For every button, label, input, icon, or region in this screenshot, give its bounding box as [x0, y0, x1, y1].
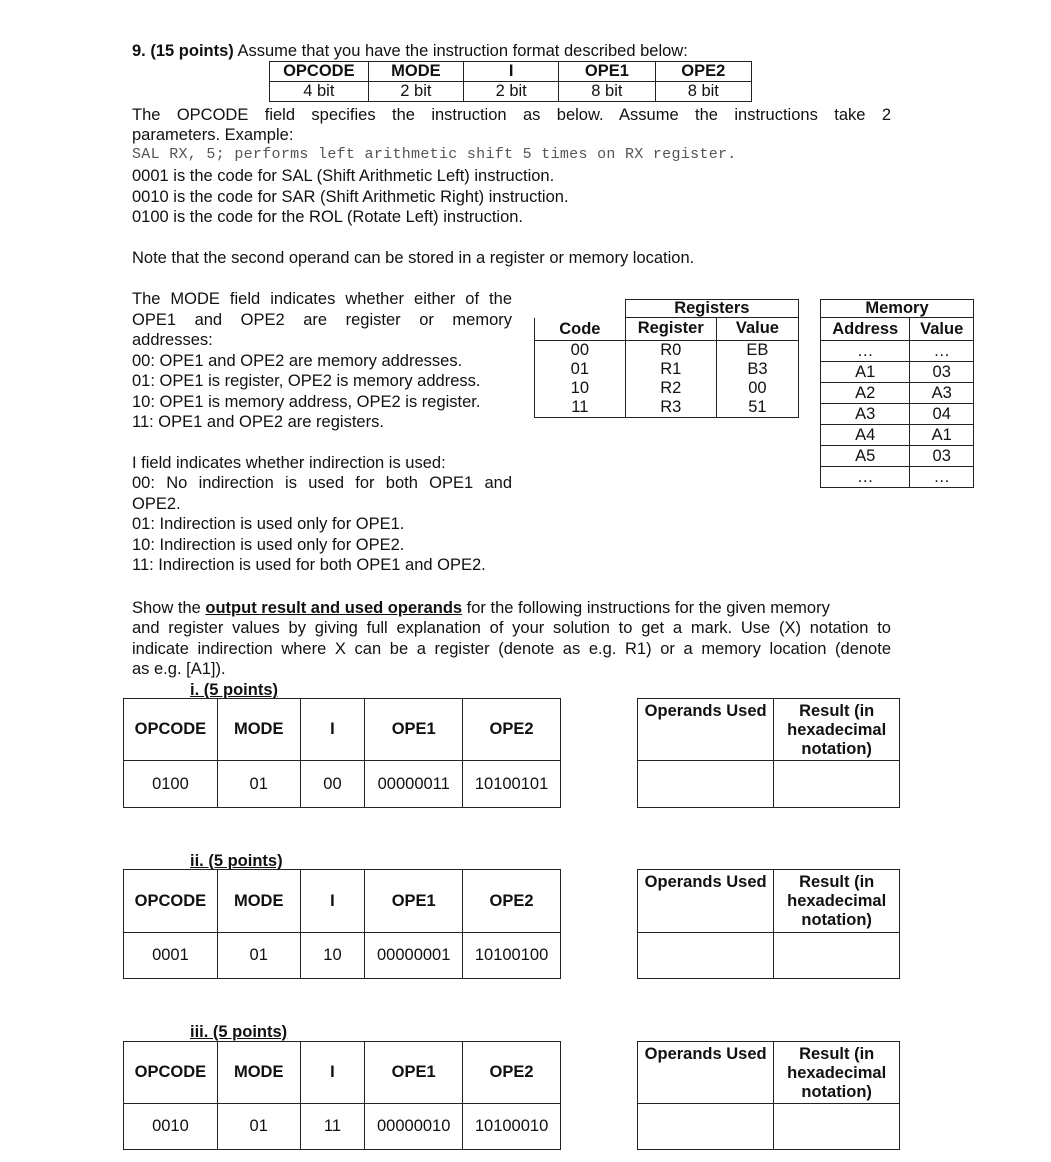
part-ii-answer-table: [637, 869, 900, 979]
part-iii-result-header: Result (in hexadecimal notation): [774, 1042, 900, 1104]
memory-row: [821, 341, 974, 362]
format-header-mode: MODE: [368, 62, 463, 82]
format-header-ope1: OPE1: [559, 62, 655, 82]
memory-row: [821, 404, 974, 425]
part-iii-answer-table: [637, 1041, 900, 1150]
part-i-answer-row: [638, 761, 900, 808]
part-iii-answer-header-row: [638, 1042, 900, 1104]
part-ii-value-row: [124, 933, 561, 979]
registers-header-row: [535, 318, 799, 341]
task-rest: for the following instructions for the given memory: [466, 599, 830, 617]
mode-item-10: 10: OPE1 is memory address, OPE2 is register.: [132, 393, 481, 411]
register-code: 00: [535, 340, 626, 360]
part-ii-operands-used-header: Operands Used: [638, 870, 774, 933]
task-text-line1: [132, 598, 830, 618]
opcode-text-line1: The OPCODE field specifies the instruction as below. Assume the instructions take 2: [132, 106, 891, 124]
registers-header-code: Code: [535, 318, 626, 341]
part-iii-operands-used-header: Operands Used: [638, 1042, 774, 1104]
opcode-text-line2: parameters. Example:: [132, 126, 294, 144]
memory-row: [821, 446, 974, 467]
part-iii-header-ope1: OPE1: [365, 1042, 463, 1104]
part-ii-result-cell[interactable]: [774, 933, 900, 979]
format-size-row: [270, 82, 752, 102]
part-i-instruction-table: [123, 698, 561, 808]
memory-row: [821, 362, 974, 383]
code-example: SAL RX, 5; performs left arithmetic shift 5 times on RX register.: [132, 146, 737, 163]
question-points: (15 points): [150, 42, 234, 60]
memory-title-row: [821, 300, 974, 318]
i-text-line3: OPE2.: [132, 495, 181, 513]
registers-header-value: Value: [716, 318, 798, 341]
format-size-ope1: 8 bit: [559, 82, 655, 102]
format-header-opcode: OPCODE: [270, 62, 369, 82]
register-code: 11: [535, 398, 626, 418]
part-iii-value-row: [124, 1104, 561, 1150]
mode-text-line1: The MODE field indicates whether either of the: [132, 290, 512, 308]
part-iii-mode: 01: [217, 1104, 300, 1150]
memory-header-address: Address: [821, 318, 910, 341]
registers-row: [535, 340, 799, 360]
part-ii-mode: 01: [217, 933, 300, 979]
part-iii-ope1: 00000010: [365, 1104, 463, 1150]
part-iii-label: iii. (5 points): [190, 1023, 288, 1041]
register-value: EB: [716, 340, 798, 360]
opcode-code-sal: 0001 is the code for SAL (Shift Arithmetic Left) instruction.: [132, 167, 555, 185]
part-ii-answer-header-row: [638, 870, 900, 933]
task-text-line4: as e.g. [A1]).: [132, 660, 226, 678]
part-i-opcode: 0100: [124, 761, 218, 808]
part-i-ope2: 10100101: [463, 761, 561, 808]
memory-header-row: [821, 318, 974, 341]
part-iii-header-i: I: [300, 1042, 365, 1104]
part-i-mode: 01: [217, 761, 300, 808]
mode-item-11: 11: OPE1 and OPE2 are registers.: [132, 413, 384, 431]
part-iii-ope2: 10100010: [463, 1104, 561, 1150]
task-show: Show the: [132, 599, 201, 617]
registers-title-row: [535, 300, 799, 318]
format-size-ope2: 8 bit: [655, 82, 751, 102]
format-header-row: [270, 62, 752, 82]
registers-row: [535, 379, 799, 398]
part-iii-result-cell[interactable]: [774, 1104, 900, 1150]
part-ii-result-header: Result (in hexadecimal notation): [774, 870, 900, 933]
task-text-line2: and register values by giving full explanation of your solution to get a mark. Use (X) notation to: [132, 619, 891, 637]
part-i-ope1: 00000011: [365, 761, 463, 808]
memory-row: [821, 425, 974, 446]
memory-address: A2: [821, 383, 910, 404]
task-text-line3: indicate indirection where X can be a register (denote as e.g. R1) or a memory location (denote: [132, 640, 891, 658]
part-iii-header-mode: MODE: [217, 1042, 300, 1104]
format-size-opcode: 4 bit: [270, 82, 369, 102]
part-i-answer-header-row: [638, 699, 900, 761]
memory-address: …: [821, 341, 910, 362]
memory-header-value: Value: [910, 318, 974, 341]
part-ii-header-i: I: [300, 870, 365, 933]
part-i-header-opcode: OPCODE: [124, 699, 218, 761]
memory-value: 03: [910, 446, 974, 467]
part-i-result-cell[interactable]: [774, 761, 900, 808]
part-i-result-header: Result (in hexadecimal notation): [774, 699, 900, 761]
question-intro: Assume that you have the instruction format described below:: [237, 42, 688, 60]
memory-value: …: [910, 467, 974, 488]
part-ii-header-row: [124, 870, 561, 933]
register-code: 10: [535, 379, 626, 398]
registers-header-register: Register: [625, 318, 716, 341]
part-i-value-row: [124, 761, 561, 808]
part-iii-header-ope2: OPE2: [463, 1042, 561, 1104]
register-name: R3: [625, 398, 716, 418]
memory-address: A4: [821, 425, 910, 446]
question-heading: [132, 41, 688, 61]
register-code: 01: [535, 360, 626, 379]
memory-row: [821, 383, 974, 404]
memory-address: …: [821, 467, 910, 488]
register-name: R2: [625, 379, 716, 398]
i-item-01: 01: Indirection is used only for OPE1.: [132, 515, 405, 533]
part-iii-opcode: 0010: [124, 1104, 218, 1150]
format-header-i: I: [464, 62, 559, 82]
format-size-mode: 2 bit: [368, 82, 463, 102]
part-ii-opcode: 0001: [124, 933, 218, 979]
register-name: R1: [625, 360, 716, 379]
part-ii-header-opcode: OPCODE: [124, 870, 218, 933]
part-ii-header-ope1: OPE1: [365, 870, 463, 933]
memory-value: …: [910, 341, 974, 362]
registers-table: [534, 299, 799, 418]
register-name: R0: [625, 340, 716, 360]
part-ii-operands-used-cell[interactable]: [638, 933, 774, 979]
operand-note: Note that the second operand can be stored in a register or memory location.: [132, 249, 695, 267]
memory-address: A5: [821, 446, 910, 467]
mode-text-line3: addresses:: [132, 331, 213, 349]
part-ii-ope2: 10100100: [463, 933, 561, 979]
mode-item-00: 00: OPE1 and OPE2 are memory addresses.: [132, 352, 463, 370]
register-value: B3: [716, 360, 798, 379]
part-ii-label: ii. (5 points): [190, 852, 283, 870]
part-i-header-i: I: [300, 699, 365, 761]
part-ii-instruction-table: [123, 869, 561, 979]
register-value: 00: [716, 379, 798, 398]
i-text-line1: I field indicates whether indirection is used:: [132, 454, 446, 472]
memory-row: [821, 467, 974, 488]
mode-text-line2: OPE1 and OPE2 are register or memory: [132, 311, 512, 329]
part-iii-instruction-table: [123, 1041, 561, 1150]
i-item-10: 10: Indirection is used only for OPE2.: [132, 536, 405, 554]
registers-row: [535, 398, 799, 418]
part-i-i: 00: [300, 761, 365, 808]
part-i-operands-used-header: Operands Used: [638, 699, 774, 761]
memory-address: A1: [821, 362, 910, 383]
task-emphasis: output result and used operands: [205, 599, 463, 617]
part-i-header-ope2: OPE2: [463, 699, 561, 761]
part-i-label: i. (5 points): [190, 681, 278, 699]
format-size-i: 2 bit: [464, 82, 559, 102]
part-i-header-row: [124, 699, 561, 761]
i-item-11: 11: Indirection is used for both OPE1 and OPE2.: [132, 556, 486, 574]
memory-value: A3: [910, 383, 974, 404]
mode-item-01: 01: OPE1 is register, OPE2 is memory address.: [132, 372, 481, 390]
opcode-code-sar: 0010 is the code for SAR (Shift Arithmetic Right) instruction.: [132, 188, 569, 206]
memory-title: Memory: [821, 300, 974, 318]
registers-row: [535, 360, 799, 379]
part-iii-header-row: [124, 1042, 561, 1104]
part-i-header-ope1: OPE1: [365, 699, 463, 761]
format-header-ope2: OPE2: [655, 62, 751, 82]
part-iii-header-opcode: OPCODE: [124, 1042, 218, 1104]
part-i-header-mode: MODE: [217, 699, 300, 761]
registers-title: Registers: [625, 300, 798, 318]
part-iii-answer-row: [638, 1104, 900, 1150]
part-iii-i: 11: [300, 1104, 365, 1150]
memory-table: [820, 299, 974, 488]
part-ii-header-mode: MODE: [217, 870, 300, 933]
memory-value: 04: [910, 404, 974, 425]
part-i-operands-used-cell[interactable]: [638, 761, 774, 808]
part-ii-answer-row: [638, 933, 900, 979]
part-ii-header-ope2: OPE2: [463, 870, 561, 933]
memory-value: 03: [910, 362, 974, 383]
question-number: 9.: [132, 42, 146, 60]
part-iii-operands-used-cell[interactable]: [638, 1104, 774, 1150]
memory-address: A3: [821, 404, 910, 425]
part-ii-i: 10: [300, 933, 365, 979]
memory-value: A1: [910, 425, 974, 446]
opcode-code-rol: 0100 is the code for the ROL (Rotate Left) instruction.: [132, 208, 524, 226]
part-i-answer-table: [637, 698, 900, 808]
part-ii-ope1: 00000001: [365, 933, 463, 979]
i-text-line2: 00: No indirection is used for both OPE1 and: [132, 474, 512, 492]
instruction-format-table: [269, 61, 752, 102]
register-value: 51: [716, 398, 798, 418]
